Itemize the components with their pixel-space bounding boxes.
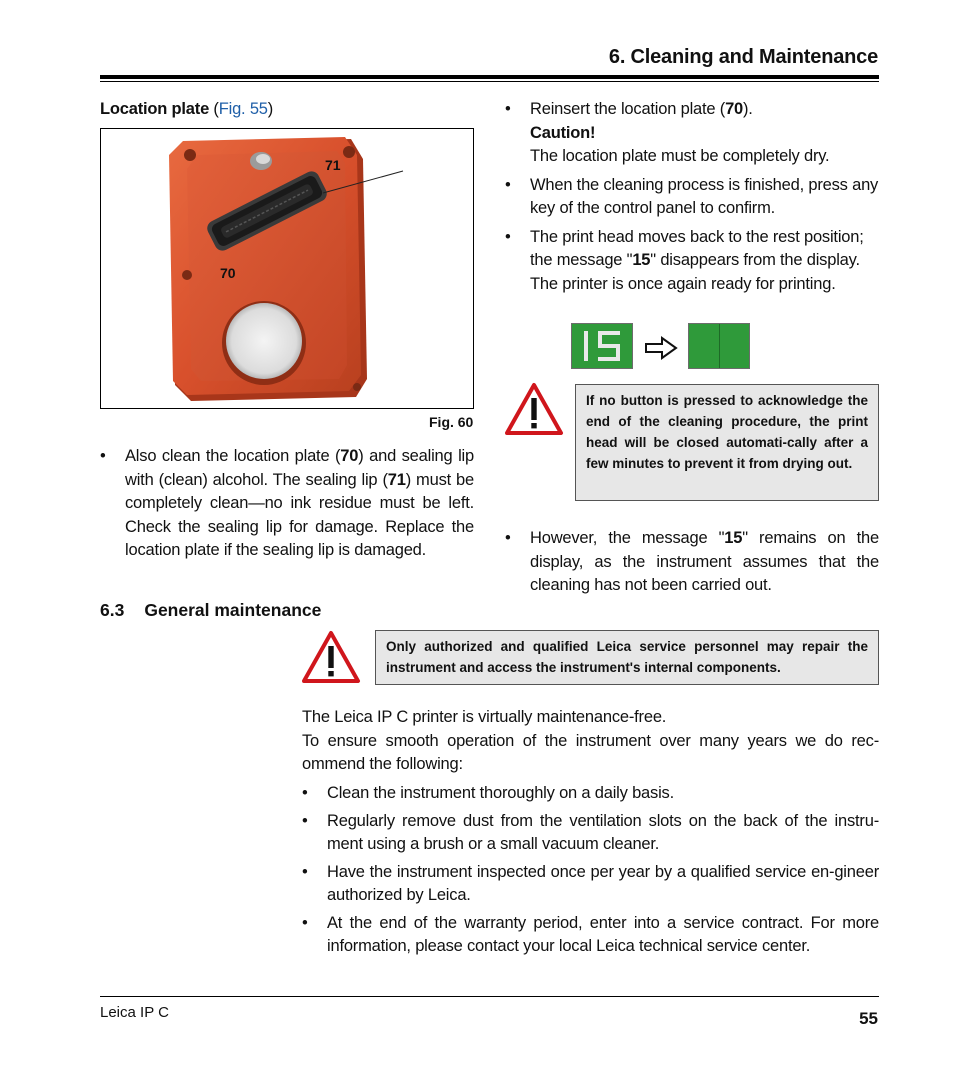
section-title: General maintenance [144,600,322,620]
caution-label: Caution! [530,123,596,142]
ref-71: 71 [387,470,406,489]
section-number: 6.3 [100,600,125,620]
location-plate-figure [100,128,474,409]
list-item [302,912,879,959]
left-bullet-list [100,445,474,563]
text: ) must be completely clean—no ink residue must be left. Check the sealing lip for damage. Replace the location plate if the sealing lip is damaged. [125,470,474,559]
list-item [302,810,879,857]
list-item [302,861,879,908]
list-item [505,174,879,221]
cleaning-warning-box [575,384,879,501]
location-plate-heading [100,98,273,122]
ref-15: 15 [724,529,743,547]
chapter-title: 6. Cleaning and Maintenance [608,46,878,68]
text: Also clean the location plate ( [125,447,341,465]
text: " disappears from the display. The printer is once again ready for printing. [530,251,860,293]
display-blank [688,323,750,369]
callout-71: 71 [325,157,341,173]
footer-product-name: Leica IP C [100,1004,169,1021]
intro-line-1: The Leica IP C printer is virtually maintenance-free. [302,708,667,726]
text: Clean the instrument thoroughly on a daily basis. [327,784,674,802]
page-number: 55 [859,1009,878,1028]
warning-text: If no button is pressed to acknowledge the end of the cleaning procedure, the print head will be closed automati-cally after a few minutes to prevent it from drying out. [586,393,868,471]
maintenance-intro [302,706,879,777]
heading-paren-open: ( [209,100,219,118]
warning-triangle-icon [504,382,564,436]
list-item [505,226,879,297]
callout-70: 70 [220,265,236,281]
caution-text: The location plate must be completely dry. [530,147,830,165]
figure-reference-link[interactable]: Fig. 55 [218,100,268,118]
location-plate-photo [101,129,474,409]
text: Regularly remove dust from the ventilation slots on the back of the instru-ment using a brush or a small vacuum cleaner. [327,811,879,853]
warning-triangle-icon [301,630,361,684]
text: " remains on the display, as the instrument assumes that the cleaning has not been carried out. [530,529,879,594]
header-rule-thick [100,75,879,79]
ref-70: 70 [340,447,359,465]
list-item [505,527,879,598]
ref-15: 15 [632,251,651,269]
arrow-right-outline-icon [644,336,678,360]
header-rule-thin [100,81,879,82]
intro-line-2: To ensure smooth operation of the instrument over many years we do rec-ommend the following: [302,731,879,773]
service-warning-box [375,630,879,685]
text: Reinsert the location plate ( [530,100,726,118]
maintenance-list [302,782,879,959]
text: At the end of the warranty period, enter into a service contract. For more information, please contact your local Leica technical service center. [327,913,879,955]
right-bullet-list-bottom [505,527,879,598]
list-item [302,782,879,806]
heading-text: Location plate [100,100,210,118]
display-showing-code [571,323,633,369]
ref-70: 70 [725,100,744,118]
right-bullet-list-top [505,98,879,296]
text: However, the message " [530,529,725,547]
text: When the cleaning process is finished, press any key of the control panel to confirm. [530,175,879,217]
footer-rule [100,996,879,997]
warning-text: Only authorized and qualified Leica service personnel may repair the instrument and access the instrument's internal components. [386,639,868,675]
list-item [505,98,879,169]
text: The print head moves back to the rest position; the message " [530,227,864,269]
figure-caption: Fig. 60 [429,414,474,430]
text: Have the instrument inspected once per year by a qualified service en-gineer authorized by Leica. [327,862,879,904]
list-item [100,445,474,563]
section-heading [100,600,321,621]
heading-paren-close: ) [267,100,274,118]
text: ). [743,100,753,118]
text: ) and sealing lip with (clean) alcohol. The sealing lip ( [125,447,474,489]
